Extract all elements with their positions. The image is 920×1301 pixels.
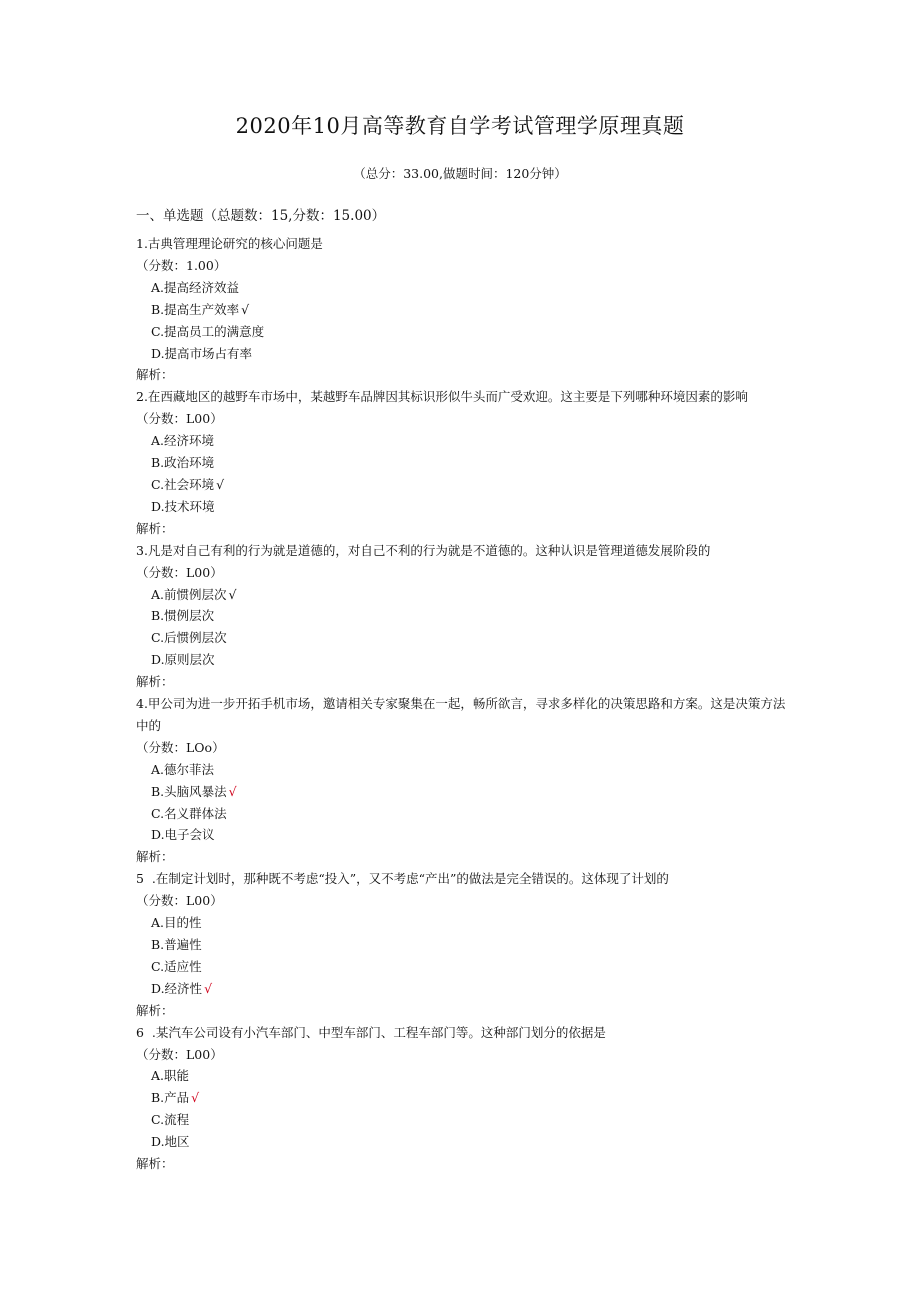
question-score: （分数：L00）	[136, 893, 223, 909]
analysis-label: 解析：	[136, 520, 174, 536]
option-label: D.经济性	[151, 980, 203, 996]
option-d: D.提高市场占有率	[151, 345, 253, 361]
option-b: B.惯例层次	[151, 608, 215, 624]
option-label: B.提高生产效率	[151, 301, 240, 317]
option-a: A.经济环境	[151, 433, 215, 449]
question-text: 1.古典管理理论研究的核心问题是	[136, 236, 323, 251]
option-label: B.产品	[151, 1090, 190, 1106]
question-text: 5 .在制定计划时，那种既不考虑“投入”，又不考虑“产出”的做法是完全错误的。这体现了计划的	[136, 871, 669, 887]
option-c: C.流程	[151, 1112, 190, 1128]
correct-mark: √	[241, 301, 250, 317]
analysis-label: 解析：	[136, 1002, 174, 1018]
option-d: D.技术环境	[151, 498, 215, 514]
option-a: A.目的性	[151, 915, 202, 931]
question-score: （分数：L00）	[136, 1046, 223, 1062]
option-b	[136, 1087, 786, 1109]
option-a	[136, 584, 786, 606]
page-title: 2020年10月高等教育自学考试管理学原理真题	[235, 114, 685, 138]
question-text: 6 .某汽车公司设有小汽车部门、中型车部门、工程车部门等。这种部门划分的依据是	[136, 1024, 606, 1040]
question-text: 4.甲公司为进一步开拓手机市场，邀请相关专家聚集在一起，畅所欲言，寻求多样化的决策思路和方案。这是决策方法中的	[136, 696, 786, 733]
question-text: 2.在西藏地区的越野车市场中，某越野车品牌因其标识形似牛头而广受欢迎。这主要是下列哪种环境因素的影响	[136, 389, 748, 405]
option-c: C.名义群体法	[151, 805, 227, 821]
question-list	[136, 233, 786, 1175]
analysis-label: 解析：	[136, 367, 174, 383]
option-d: D.地区	[151, 1134, 190, 1150]
correct-mark: √	[216, 476, 225, 492]
option-d	[136, 978, 786, 1000]
option-label: B.头脑风暴法	[151, 783, 227, 799]
question-score: （分数：1.00）	[136, 257, 227, 273]
option-a: A.德尔菲法	[151, 761, 215, 777]
option-c: C.适应性	[151, 958, 202, 974]
option-b	[136, 299, 786, 321]
option-d: D.原则层次	[151, 652, 215, 668]
correct-mark: √	[191, 1090, 200, 1106]
correct-mark: √	[228, 586, 237, 602]
analysis-label: 解析：	[136, 1156, 174, 1172]
exam-info: （总分：33.00,做题时间：120分钟）	[353, 166, 567, 181]
question-score: （分数：LOo）	[136, 739, 225, 755]
correct-mark: √	[204, 980, 213, 996]
question-text: 3.凡是对自己有利的行为就是道德的，对自己不利的行为就是不道德的。这种认识是管理道德发展阶段的	[136, 542, 711, 558]
option-b	[136, 781, 786, 803]
question-3	[136, 540, 786, 693]
question-score: （分数：L00）	[136, 564, 223, 580]
option-d: D.电子会议	[151, 827, 215, 843]
option-b: B.普遍性	[151, 937, 202, 952]
question-score: （分数：L00）	[136, 411, 223, 427]
question-1	[136, 233, 786, 386]
question-4	[136, 693, 786, 868]
correct-mark: √	[228, 783, 237, 799]
option-b: B.政治环境	[151, 455, 215, 471]
analysis-label: 解析：	[136, 674, 174, 690]
option-label: C.社会环境	[151, 476, 215, 492]
option-a: A.职能	[151, 1068, 190, 1084]
question-2	[136, 386, 786, 539]
option-c: C.后惯例层次	[151, 630, 227, 646]
question-6	[136, 1022, 786, 1175]
question-5	[136, 868, 786, 1021]
option-c: C.提高员工的满意度	[151, 323, 265, 339]
analysis-label: 解析：	[136, 849, 174, 865]
option-a: A.提高经济效益	[151, 279, 240, 295]
section-heading: 一、单选题（总题数：15,分数：15.00）	[136, 208, 386, 224]
option-label: A.前惯例层次	[151, 586, 227, 602]
option-c	[136, 474, 786, 496]
